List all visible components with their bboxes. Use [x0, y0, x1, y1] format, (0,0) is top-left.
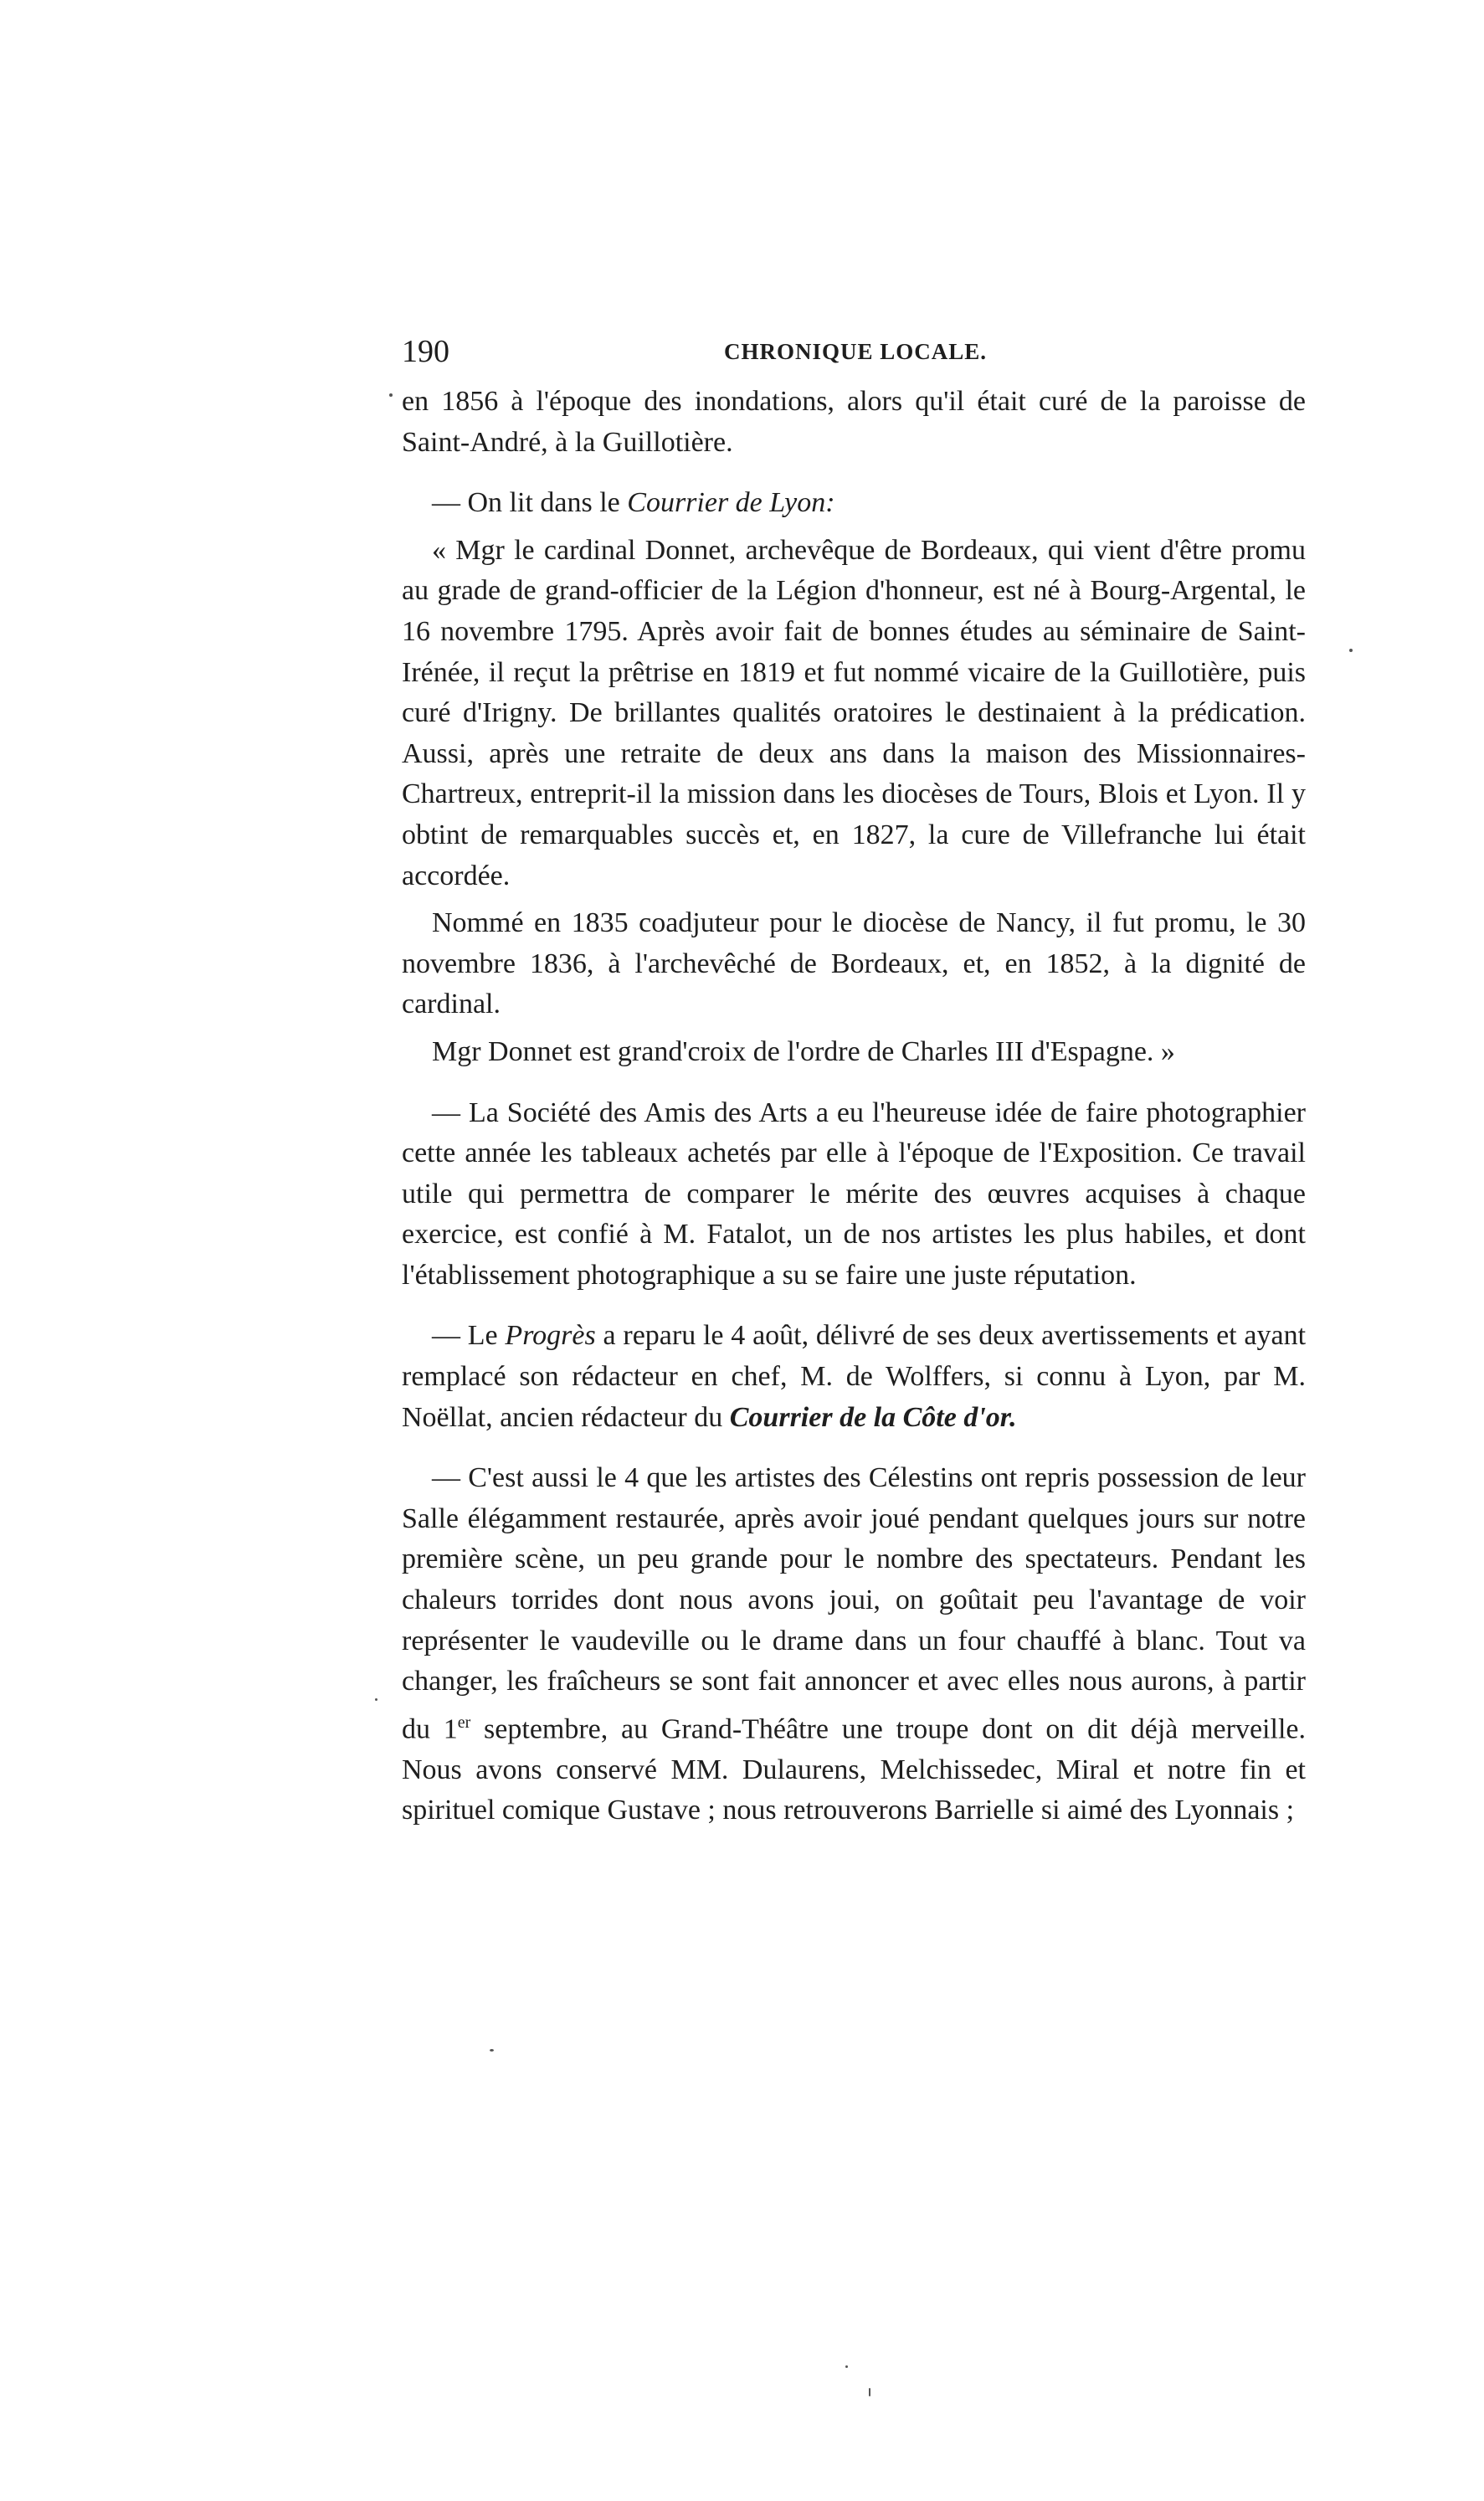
- paragraph-lead: — Le: [432, 1320, 498, 1352]
- scan-speck: [490, 2049, 494, 2052]
- paragraph-text: a reparu le 4 août, délivré de ses deux avertissements et ayant remplacé son rédacteur en chef, M. de Wolffers, si connu à Lyon, par M. Noëllat, ancien rédacteur du: [402, 1320, 1307, 1433]
- paragraph-continuation: en 1856 à l'époque des inondations, alors qu'il était curé de la paroisse de Saint-André, à la Guillotière.: [402, 386, 1306, 458]
- scan-speck: [869, 2388, 870, 2396]
- scan-speck: [375, 1698, 377, 1701]
- paragraph-donnet-espagne: Mgr Donnet est grand'croix de l'ordre de Charles III d'Espagne. »: [432, 1035, 1175, 1067]
- paragraph-text: — C'est aussi le 4 que les artistes des Célestins ont repris possession de leur Salle élégamment restaurée, après avoir joué pendant quelques jours sur notre première scène, un peu grande pour le nombre des spectateurs. Pendant les chaleurs torrides dont nous avons joui, on goûtait peu l'avantage de voir représenter le vaudeville ou le drame dans un four chauffé à blanc. Tout va changer, les fraîcheurs se sont fait annoncer et avec elles nous aurons, à partir du: [402, 1462, 1306, 1745]
- paragraph-courrier-intro: [402, 483, 1306, 524]
- scan-speck: [389, 393, 393, 397]
- page-body: [402, 382, 1306, 1831]
- running-header: [402, 331, 1306, 381]
- paragraph-societe-amis-arts: — La Société des Amis des Arts a eu l'heureuse idée de faire photographier cette année les tableaux achetés par elle à l'époque de l'Exposition. Ce travail utile qui permettra de comparer le mérite des œuvres acquises à chaque exercice, est confié à M. Fatalot, un de nos artistes les plus habiles, et dont l'établissement photographique a su se faire une juste réputation.: [402, 1096, 1306, 1291]
- date-superscript: er: [457, 1713, 471, 1732]
- page-number: 190: [402, 334, 449, 369]
- paragraph-progres: [402, 1316, 1306, 1438]
- paragraph-celestins: [402, 1458, 1306, 1831]
- newspaper-title: Progrès: [505, 1320, 596, 1352]
- newspaper-title: Courrier de la Côte d'or.: [729, 1401, 1017, 1433]
- newspaper-title: Courrier de Lyon:: [627, 487, 835, 519]
- paragraph-text: septembre, au Grand-Théâtre une troupe dont on dit déjà merveille. Nous avons conservé MM. Dulaurens, Melchissedec, Miral et notre fin et spirituel comique Gustave ; nous retrouverons Barrielle si aimé des Lyonnais ;: [402, 1713, 1306, 1826]
- paragraph-donnet-nancy: Nommé en 1835 coadjuteur pour le diocèse de Nancy, il fut promu, le 30 novembre 1836, à l'archevêché de Bordeaux, et, en 1852, à la dignité de cardinal.: [402, 907, 1306, 1020]
- paragraph-donnet-biography: « Mgr le cardinal Donnet, archevêque de Bordeaux, qui vient d'être promu au grade de grand-officier de la Légion d'honneur, est né à Bourg-Argental, le 16 novembre 1795. Après avoir fait de bonnes études au séminaire de Saint-Irénée, il reçut la prêtrise en 1819 et fut nommé vicaire de la Guillotière, puis curé d'Irigny. De brillantes qualités oratoires le destinaient à la prédication. Aussi, après une retraite de deux ans dans la maison des Missionnaires-Chartreux, entreprit-il la mission dans les diocèses de Tours, Blois et Lyon. Il y obtint de remarquables succès et, en 1827, la cure de Villefranche lui était accordée.: [402, 534, 1306, 891]
- date-day: 1: [443, 1713, 458, 1745]
- scan-speck: [845, 2365, 848, 2368]
- paragraph-lead: — On lit dans le: [432, 487, 620, 519]
- scan-speck: [1349, 649, 1353, 652]
- running-title: CHRONIQUE LOCALE.: [723, 339, 988, 364]
